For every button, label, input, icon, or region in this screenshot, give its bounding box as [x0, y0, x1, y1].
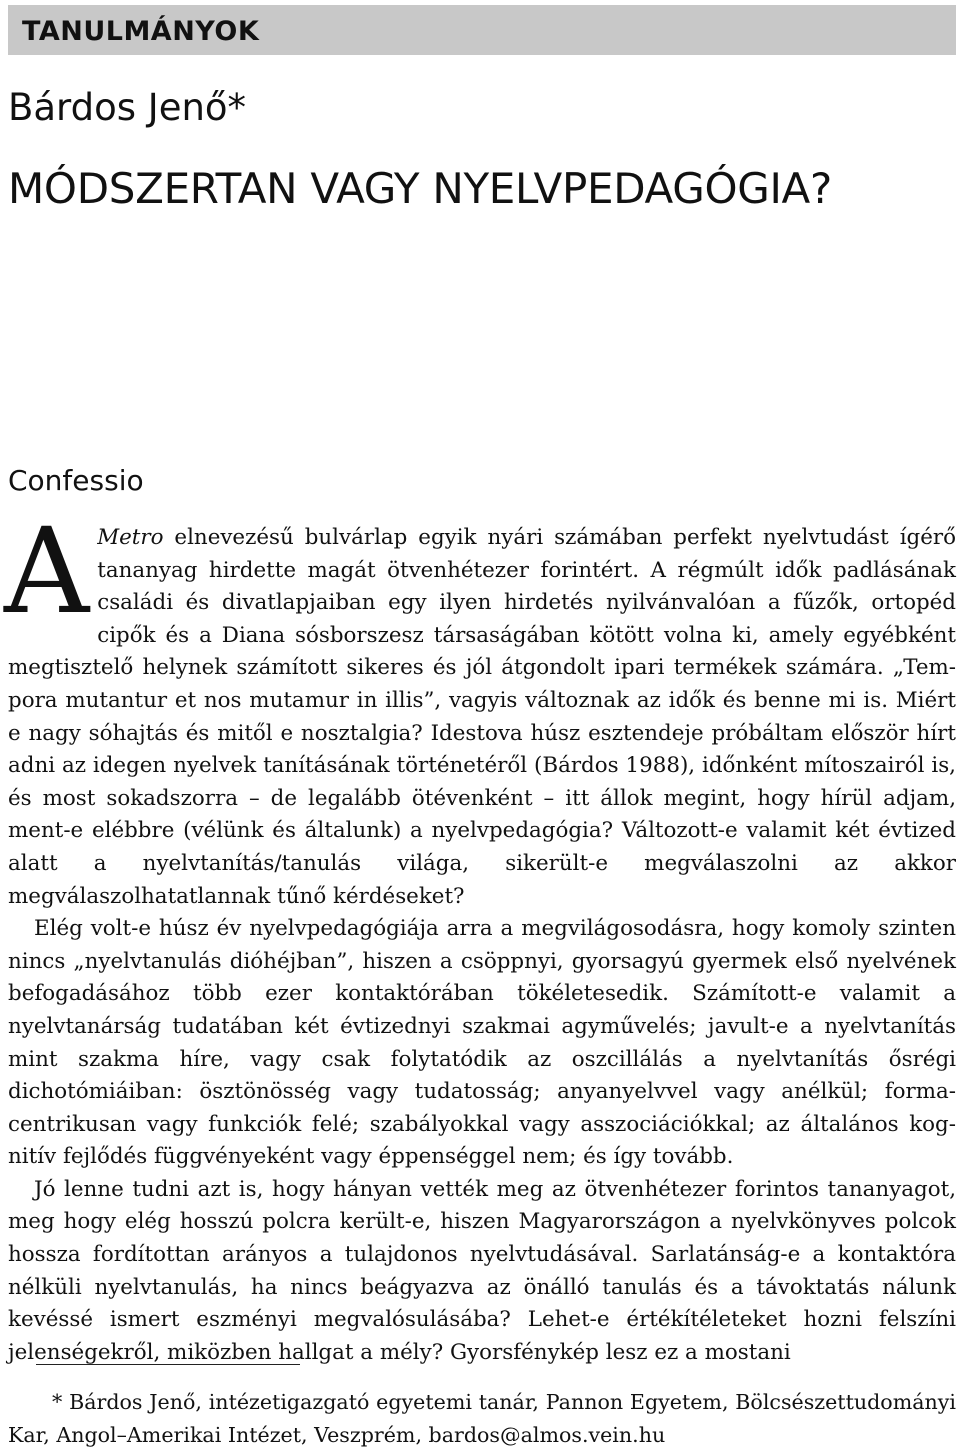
- paragraph-2: Elég volt-e húsz év nyelvpedagógiája arra a megvilágosodásra, hogy komoly szinten nincs „nyelvtanulás dióhéjban”, hiszen a csöppnyi, gyorsagyú gyermek első nyelvének befogadásához több ezer kontaktórában tökéletesedik. Számított-e valamit a nyelvtanárság tudatában két évtizednyi szakmai agyművelés; javult-e a nyelvtanítás mint szakma híre, vagy csak folytatódik az oszcillálás a nyelvtanítás ősrégi dichotómiáiban: ösztönösség vagy tudatosság; anyanyelvvel vagy anélkül; formacentrikusan vagy funkciók felé; szabályokkal vagy asszociációkkal; az általános kognitív fejlődés függvényeként vagy éppenséggel nem; és így tovább.: [8, 916, 956, 1170]
- section-subheading: Confessio: [8, 464, 144, 497]
- section-banner: [8, 5, 956, 55]
- drop-cap: A: [4, 502, 90, 640]
- paragraph-3: Jó lenne tudni azt is, hogy hányan vették meg az ötvenhétezer forintos tananyagot, meg hogy elég hosszú polcra került-e, hiszen Magyarországon a nyelvkönyves polcok hossza fordítottan arányos a tulajdonos nyelvtudásával. Sarlatánság-e a kontaktóra nélküli nyelvtanulás, ha nincs beágyazva az önálló tanulás és a távoktatás nálunk kevéssé ismert eszményi megvalósulásába? Lehet-e értékítéleteket hozni felszíni jelenségekről, miközben hallgat a mély? Gyorsfénykép lesz ez a mostani: [8, 1176, 956, 1365]
- footnote-rule: [36, 1364, 300, 1365]
- paragraph-1: [4, 502, 956, 913]
- article-body: [4, 502, 956, 1369]
- paragraph-1-text: elnevezésű bulvárlap egyik nyári számában perfekt nyelvtudást ígérő tananyag hirdette magát ötvenhétezer forintért. A régmúlt idők padlásának családi és divatlapjaiban egy ilyen hirdetés nyilvánvalóan a fűzők, ortopéd cipők és a Diana sósborszesz társaságában kötött volna ki, amely egyébként megtisztelő helynek számított sikeres és jól átgondolt ipari termékek számára. „Tempora mutantur et nos mutamur in illis”, vagyis változnak az idők és benne mi is. Miért e nagy sóhajtás és mitől e nosztalgia? Idestova húsz esztendeje próbáltam először hírt adni az idegen nyelvek tanításának történetéről (Bárdos 1988), időnként mítoszairól is, és most sokadszorra – de legalább ötévenként – itt állok megint, hogy hírül adjam, ment-e elébbre (vélünk és általunk) a nyelvpedagógia? Változott-e valamit két évtized alatt a nyelvtanítás/tanulás világa, sikerült-e megválaszolni az akkor megválaszolhatatlannak tűnő kérdéseket?: [8, 525, 956, 909]
- publication-name: Metro: [97, 525, 164, 550]
- section-label: TANULMÁNYOK: [22, 16, 260, 47]
- author-name: Bárdos Jenő*: [8, 86, 247, 129]
- footnote: * Bárdos Jenő, intézetigazgató egyetemi tanár, Pannon Egyetem, Bölcsészettudományi Kar, Angol–Amerikai Intézet, Veszprém, bardos@almos.vein.hu: [8, 1390, 956, 1447]
- article-title: MÓDSZERTAN VAGY NYELVPEDAGÓGIA?: [8, 164, 832, 213]
